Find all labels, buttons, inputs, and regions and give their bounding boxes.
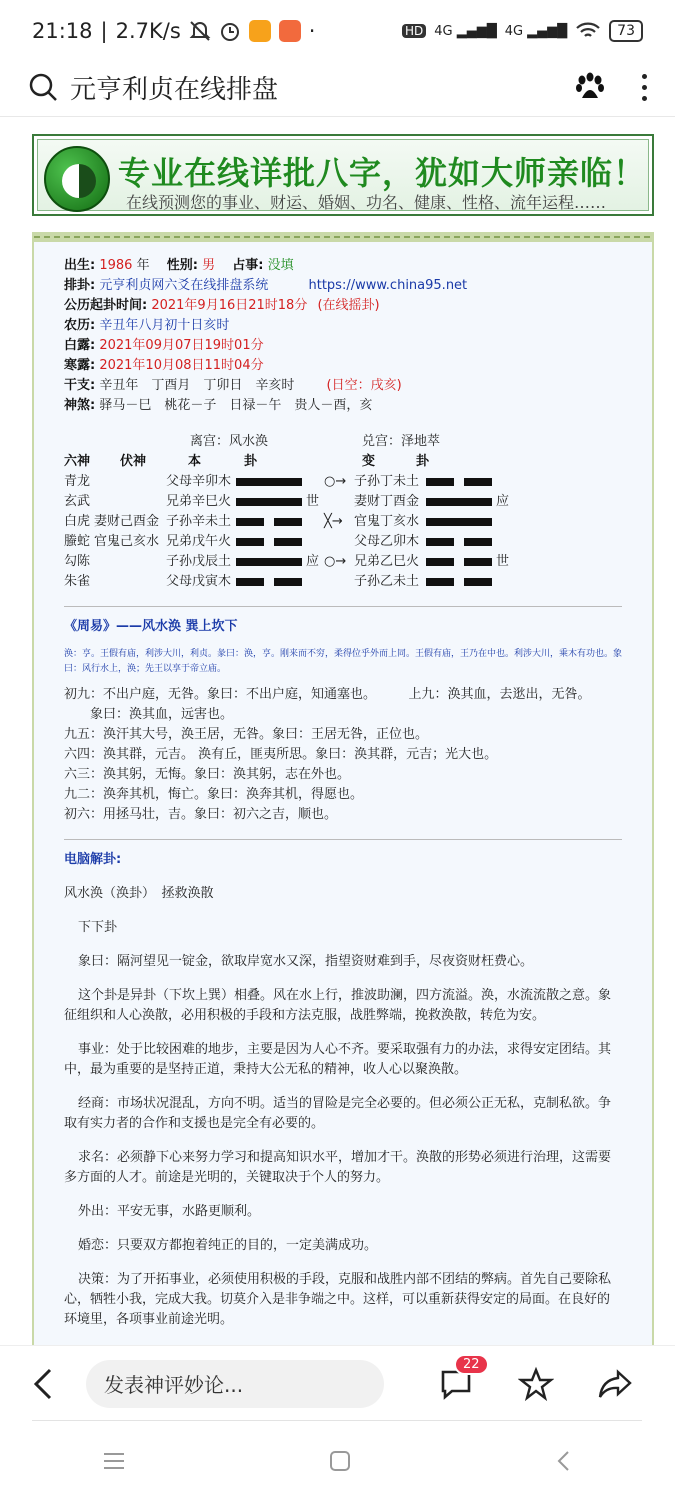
clock: 21:18 <box>32 19 93 43</box>
bian-yao-label: 父母乙卯木 <box>354 534 420 549</box>
hexagram-row <box>64 572 622 592</box>
jiegua-level: 下下卦 <box>78 920 118 935</box>
bian-yao-line <box>426 578 492 586</box>
jiegua-paragraph: 经商：市场状况混乱，方向不明。适当的冒险是完全必要的。但必须公正无私，克制私欲。争取有实力者的合作和支援也是完全有必要的。 <box>64 1096 612 1131</box>
bian-yao-label: 兄弟乙巳火 <box>354 554 420 569</box>
hexagram-row <box>64 552 622 572</box>
signal-icon-1: 4G ▂▄▆█ <box>434 23 497 39</box>
bian-yao-label: 妻财丁酉金 <box>354 494 420 509</box>
page-title[interactable]: 元亨利贞在线排盘 <box>70 74 279 105</box>
bian-yao-line <box>426 518 492 526</box>
menu-nav-icon[interactable] <box>102 1451 126 1471</box>
bian-yao-line <box>426 498 492 506</box>
back-nav-icon[interactable] <box>555 1450 573 1472</box>
status-bar: 21:18 | 2.7K/s · HD 4G ▂▄▆█ 4G ▂▄▆█ 73 <box>0 0 675 62</box>
hexagram-header: 六神 伏神 本 卦 变 卦 <box>64 454 430 469</box>
hexagram-row <box>64 512 622 532</box>
bian-gong: 兑宫：泽地萃 <box>362 434 441 449</box>
ben-yao-line <box>236 478 302 486</box>
ben-gong: 离宫：风水涣 <box>190 434 269 449</box>
hexagram-row <box>64 472 622 492</box>
app-icon-red <box>279 20 301 42</box>
more-menu-icon[interactable] <box>642 74 647 101</box>
bian-yao-label: 子孙丁未土 <box>354 474 420 489</box>
alarm-icon <box>219 20 241 42</box>
banner-slogan: 专业在线详批八字，犹如大师亲临！ <box>118 154 647 192</box>
ben-yao-line <box>236 558 302 566</box>
yao-text-line: 九二：涣奔其机，悔亡。象曰：涣奔其机，得愿也。 <box>64 787 364 802</box>
home-nav-icon[interactable] <box>329 1450 351 1472</box>
ben-yao-label: 父母辛卯木 <box>166 474 232 489</box>
jiegua-paras <box>64 952 622 1330</box>
divider <box>64 839 622 840</box>
jiegua-paragraph: 象曰：隔河望见一锭金，欲取岸宽水又深，指望资财难到手，尽夜资财枉费心。 <box>78 954 534 969</box>
bian-yao-line <box>426 558 492 566</box>
comment-input[interactable]: 发表神评妙论... <box>86 1360 384 1408</box>
hd-icon: HD <box>402 24 426 38</box>
comment-badge: 22 <box>454 1354 489 1375</box>
ben-yao-label: 兄弟辛巳火 <box>166 494 232 509</box>
search-icon[interactable] <box>28 72 58 102</box>
jiegua-paragraph: 决策：为了开拓事业，必须使用积极的手段，克服和战胜内部不团结的弊病。首先自己要除私心，牺牲小我，完成大我。切莫介入是非争端之中。这样，可以重新获得安定的局面。在良好的环境里，各项事业前途光明。 <box>64 1272 612 1327</box>
bian-yao-line <box>426 478 492 486</box>
shi-ying-mark: 世 <box>496 554 510 569</box>
ben-yao-line <box>236 498 302 506</box>
ad-banner[interactable] <box>32 134 654 216</box>
moving-mark: ○→ <box>324 554 347 569</box>
ben-yao-line <box>236 538 302 546</box>
jiegua-paragraph: 求名：必须静下心来努力学习和提高知识水平，增加才干。涣散的形势必须进行治理，这需要多方面的人才。前途是光明的，关键取决于个人的努力。 <box>64 1150 612 1185</box>
ben-yao-label: 兄弟戊午火 <box>166 534 232 549</box>
yao-text-line: 初六：用拯马壮，吉。象曰：初六之吉，顺也。 <box>64 807 338 822</box>
search-header <box>0 62 675 112</box>
baidu-paw-icon[interactable] <box>574 71 606 103</box>
fushen-label: 官鬼己亥水 <box>94 534 160 549</box>
bian-yao-label: 官鬼丁亥水 <box>354 514 420 529</box>
liushen-label: 白虎 <box>64 514 91 529</box>
bailu-row: 白露: 2021年09月07日19时01分 <box>64 338 264 353</box>
jiegua-paragraph: 这个卦是异卦（下坎上巽）相叠。风在水上行，推波助澜，四方流溢。涣，水流流散之意。象征组织和人心涣散，必用积极的手段和方法克服，战胜弊端，挽救涣散，转危为安。 <box>64 988 612 1023</box>
jiegua-paragraph: 婚恋：只要双方都抱着纯正的目的，一定美满成功。 <box>78 1238 378 1253</box>
liushen-label: 勾陈 <box>64 554 91 569</box>
ben-yao-line <box>236 518 302 526</box>
zhouyi-text: 涣：亨。王假有庙，利涉大川，利贞。彖曰：涣，亨。刚来而不穷，柔得位乎外而上同。王假有庙，王乃在中也。利涉大川，乘木有功也。象曰：风行水上，涣；先王以享于帝立庙。 <box>64 649 623 674</box>
online-yaogua-link[interactable]: (在线摇卦) <box>317 298 380 313</box>
mute-icon <box>189 20 211 42</box>
result-frame <box>32 232 654 1352</box>
nongli-row: 农历: 辛丑年八月初十日亥时 <box>64 318 230 333</box>
jiegua-paragraph: 外出：平安无事，水路更顺利。 <box>78 1204 261 1219</box>
system-nav-bar <box>0 1421 675 1500</box>
hexagram-row <box>64 492 622 512</box>
shensha-row: 神煞: 驿马－巳 桃花－子 日禄－午 贵人－酉，亥 <box>64 398 373 413</box>
jiegua-title: 电脑解卦: <box>64 852 122 867</box>
comment-count-button[interactable] <box>438 1356 480 1402</box>
header-divider <box>0 116 675 117</box>
ben-yao-label: 子孙辛未土 <box>166 514 232 529</box>
star-icon[interactable] <box>518 1366 554 1402</box>
bian-yao-line <box>426 538 492 546</box>
share-icon[interactable] <box>596 1366 634 1402</box>
ben-yao-label: 父母戊寅木 <box>166 574 232 589</box>
bian-yao-label: 子孙乙未土 <box>354 574 420 589</box>
zhouyi-lines <box>64 685 622 825</box>
comment-bar <box>0 1345 675 1421</box>
moving-mark: ╳→ <box>324 514 343 529</box>
site-url-link[interactable]: https://www.china95.net <box>308 278 468 293</box>
system-link[interactable]: 元亨利贞网六爻在线排盘系统 <box>99 278 269 293</box>
taiji-icon <box>44 146 110 212</box>
hexagram-row <box>64 532 622 552</box>
moving-mark: ○→ <box>324 474 347 489</box>
liushen-label: 朱雀 <box>64 574 91 589</box>
shi-ying-mark: 世 <box>306 494 320 509</box>
back-icon[interactable] <box>30 1367 56 1401</box>
divider <box>64 606 622 607</box>
ben-yao-line <box>236 578 302 586</box>
app-icon-orange <box>249 20 271 42</box>
yao-text-line: 初九：不出户庭，无咎。象曰：不出户庭，知通塞也。 上九：涣其血，去逖出，无咎。 <box>64 687 591 702</box>
yao-text-line: 象曰：涣其血，远害也。 <box>64 707 234 722</box>
hexagram-table <box>64 432 622 592</box>
shi-ying-mark: 应 <box>496 494 510 509</box>
result-content <box>64 256 622 1330</box>
battery-icon: 73 <box>609 20 643 42</box>
yao-text-line: 六三：涣其躬，无悔。象曰：涣其躬，志在外也。 <box>64 767 351 782</box>
jiegua-paragraph: 事业：处于比较困难的地步，主要是因为人心不齐。要采取强有力的办法，求得安定团结。其中，最为重要的是坚持正道，秉持大公无私的精神，收人心以聚涣散。 <box>64 1042 612 1077</box>
liushen-label: 螣蛇 <box>64 534 91 549</box>
liushen-label: 玄武 <box>64 494 91 509</box>
wifi-icon <box>575 21 601 41</box>
hanlu-row: 寒露: 2021年10月08日11时04分 <box>64 358 264 373</box>
paigua-row: 排卦: 元亨利贞网六爻在线排盘系统 https://www.china95.net <box>64 278 468 293</box>
jiegua-name: 风水涣（涣卦） 拯救涣散 <box>64 886 214 901</box>
net-speed: 2.7K/s <box>115 19 181 43</box>
yao-text-line: 六四：涣其群，元吉。 涣有丘，匪夷所思。象曰：涣其群，元吉；光大也。 <box>64 747 498 762</box>
banner-subtitle: 在线预测您的事业、财运、婚姻、功名、健康、性格、流年运程…… <box>126 193 607 212</box>
yao-text-line: 九五：涣汗其大号，涣王居，无咎。象曰：王居无咎，正位也。 <box>64 727 429 742</box>
signal-icon-2: 4G ▂▄▆█ <box>504 23 568 39</box>
liushen-label: 青龙 <box>64 474 91 489</box>
fushen-label: 妻财己酉金 <box>94 514 160 529</box>
shi-ying-mark: 应 <box>306 554 320 569</box>
birth-row: 出生: 1986 年 性别: 男 占事: 没填 <box>64 258 294 273</box>
ganzhi-row: 干支: 辛丑年 丁酉月 丁卯日 辛亥时 (日空：戌亥) <box>64 378 402 393</box>
zhouyi-title: 《周易》——风水涣 巽上坎下 <box>64 619 238 634</box>
ben-yao-label: 子孙戊辰土 <box>166 554 232 569</box>
gongli-row: 公历起卦时间: 2021年9月16日21时18分 (在线摇卦) <box>64 298 380 313</box>
